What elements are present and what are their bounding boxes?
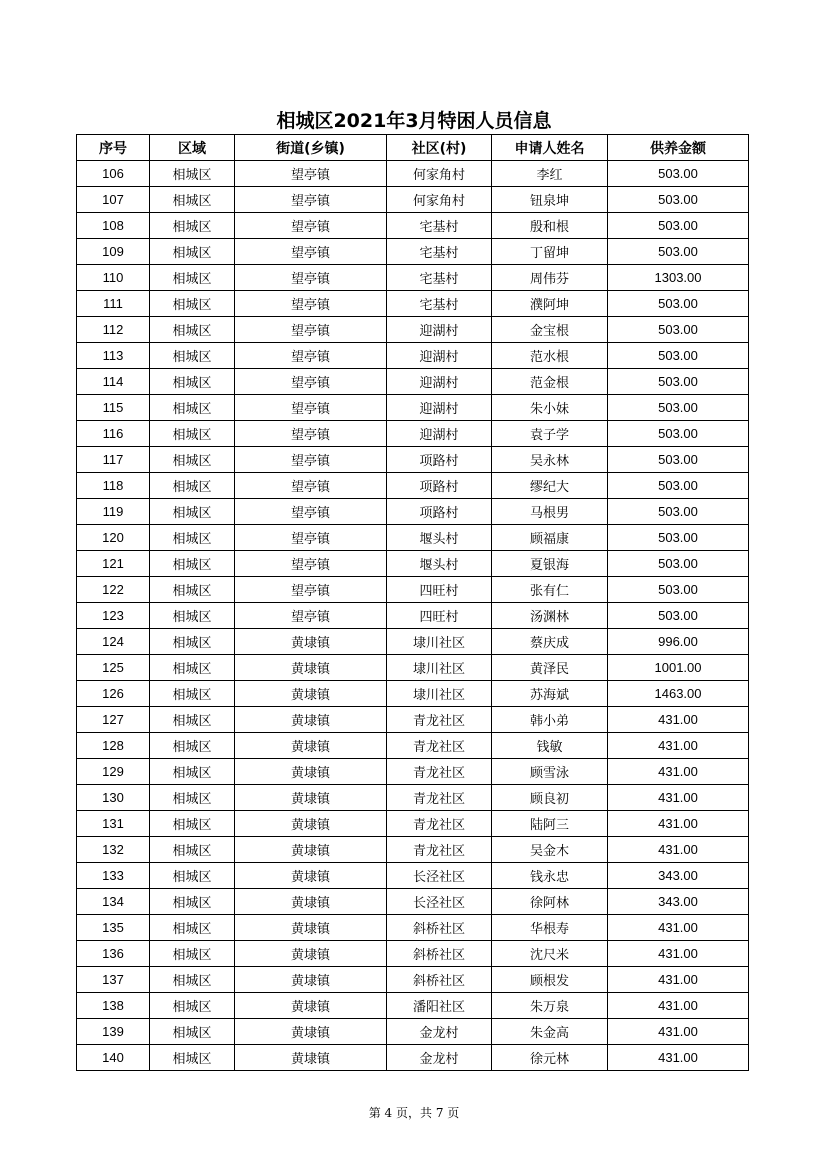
cell-serial: 122 [77, 577, 150, 603]
cell-applicant: 顾雪泳 [492, 759, 608, 785]
cell-region: 相城区 [150, 395, 235, 421]
cell-community: 迎湖村 [387, 343, 492, 369]
cell-region: 相城区 [150, 603, 235, 629]
cell-region: 相城区 [150, 1045, 235, 1071]
cell-region: 相城区 [150, 499, 235, 525]
cell-amount: 431.00 [608, 915, 749, 941]
cell-street: 黄埭镇 [235, 811, 387, 837]
cell-applicant: 金宝根 [492, 317, 608, 343]
cell-applicant: 顾福康 [492, 525, 608, 551]
cell-applicant: 朱小妹 [492, 395, 608, 421]
cell-community: 埭川社区 [387, 655, 492, 681]
cell-serial: 112 [77, 317, 150, 343]
cell-region: 相城区 [150, 473, 235, 499]
cell-street: 黄埭镇 [235, 889, 387, 915]
table-row [77, 863, 749, 889]
cell-amount: 1001.00 [608, 655, 749, 681]
table-body [77, 161, 749, 1071]
cell-amount: 343.00 [608, 863, 749, 889]
cell-serial: 120 [77, 525, 150, 551]
cell-region: 相城区 [150, 161, 235, 187]
table-row [77, 785, 749, 811]
cell-region: 相城区 [150, 837, 235, 863]
cell-region: 相城区 [150, 967, 235, 993]
cell-community: 青龙社区 [387, 733, 492, 759]
cell-street: 黄埭镇 [235, 629, 387, 655]
cell-region: 相城区 [150, 1019, 235, 1045]
cell-region: 相城区 [150, 577, 235, 603]
cell-amount: 431.00 [608, 967, 749, 993]
table-row [77, 655, 749, 681]
table-row [77, 681, 749, 707]
cell-amount: 431.00 [608, 993, 749, 1019]
cell-region: 相城区 [150, 447, 235, 473]
table-row [77, 577, 749, 603]
cell-serial: 134 [77, 889, 150, 915]
cell-region: 相城区 [150, 863, 235, 889]
cell-amount: 431.00 [608, 759, 749, 785]
cell-amount: 431.00 [608, 837, 749, 863]
cell-amount: 503.00 [608, 213, 749, 239]
cell-applicant: 朱金高 [492, 1019, 608, 1045]
cell-amount: 503.00 [608, 343, 749, 369]
cell-street: 望亭镇 [235, 343, 387, 369]
cell-street: 望亭镇 [235, 525, 387, 551]
cell-community: 堰头村 [387, 551, 492, 577]
cell-amount: 503.00 [608, 499, 749, 525]
cell-community: 潘阳社区 [387, 993, 492, 1019]
table-row [77, 187, 749, 213]
table-row [77, 239, 749, 265]
cell-region: 相城区 [150, 785, 235, 811]
table-row [77, 915, 749, 941]
cell-applicant: 蔡庆成 [492, 629, 608, 655]
cell-community: 宅基村 [387, 291, 492, 317]
cell-region: 相城区 [150, 551, 235, 577]
cell-applicant: 范金根 [492, 369, 608, 395]
cell-amount: 503.00 [608, 369, 749, 395]
cell-street: 黄埭镇 [235, 707, 387, 733]
cell-serial: 140 [77, 1045, 150, 1071]
cell-community: 埭川社区 [387, 681, 492, 707]
cell-amount: 503.00 [608, 603, 749, 629]
cell-street: 黄埭镇 [235, 655, 387, 681]
cell-amount: 1463.00 [608, 681, 749, 707]
cell-community: 宅基村 [387, 213, 492, 239]
cell-applicant: 濮阿坤 [492, 291, 608, 317]
cell-serial: 113 [77, 343, 150, 369]
table-row [77, 473, 749, 499]
cell-street: 望亭镇 [235, 317, 387, 343]
cell-community: 斜桥社区 [387, 967, 492, 993]
cell-serial: 117 [77, 447, 150, 473]
cell-street: 望亭镇 [235, 239, 387, 265]
cell-serial: 116 [77, 421, 150, 447]
cell-community: 迎湖村 [387, 395, 492, 421]
cell-region: 相城区 [150, 993, 235, 1019]
cell-community: 宅基村 [387, 239, 492, 265]
cell-applicant: 吴永林 [492, 447, 608, 473]
table-row [77, 1045, 749, 1071]
cell-street: 黄埭镇 [235, 941, 387, 967]
table-row [77, 317, 749, 343]
cell-applicant: 朱万泉 [492, 993, 608, 1019]
cell-community: 青龙社区 [387, 811, 492, 837]
cell-region: 相城区 [150, 707, 235, 733]
table-row [77, 421, 749, 447]
cell-region: 相城区 [150, 187, 235, 213]
cell-applicant: 韩小弟 [492, 707, 608, 733]
cell-community: 青龙社区 [387, 837, 492, 863]
cell-applicant: 沈尺米 [492, 941, 608, 967]
cell-region: 相城区 [150, 811, 235, 837]
page-title: 相城区2021年3月特困人员信息 [276, 110, 552, 132]
cell-applicant: 顾良初 [492, 785, 608, 811]
cell-community: 四旺村 [387, 603, 492, 629]
cell-applicant: 吴金木 [492, 837, 608, 863]
cell-street: 望亭镇 [235, 603, 387, 629]
table-row [77, 551, 749, 577]
cell-street: 望亭镇 [235, 161, 387, 187]
cell-amount: 503.00 [608, 161, 749, 187]
cell-region: 相城区 [150, 265, 235, 291]
cell-amount: 996.00 [608, 629, 749, 655]
cell-applicant: 钮泉坤 [492, 187, 608, 213]
table-row [77, 603, 749, 629]
cell-street: 望亭镇 [235, 577, 387, 603]
cell-amount: 431.00 [608, 733, 749, 759]
header-row [77, 135, 749, 161]
cell-serial: 131 [77, 811, 150, 837]
cell-applicant: 范水根 [492, 343, 608, 369]
cell-serial: 130 [77, 785, 150, 811]
cell-serial: 110 [77, 265, 150, 291]
cell-serial: 108 [77, 213, 150, 239]
cell-applicant: 李红 [492, 161, 608, 187]
cell-amount: 503.00 [608, 317, 749, 343]
cell-street: 望亭镇 [235, 291, 387, 317]
cell-street: 黄埭镇 [235, 1019, 387, 1045]
table-row [77, 707, 749, 733]
cell-community: 四旺村 [387, 577, 492, 603]
cell-amount: 503.00 [608, 395, 749, 421]
cell-amount: 431.00 [608, 785, 749, 811]
cell-serial: 136 [77, 941, 150, 967]
table-row [77, 837, 749, 863]
cell-serial: 114 [77, 369, 150, 395]
table-row [77, 759, 749, 785]
cell-serial: 129 [77, 759, 150, 785]
cell-applicant: 顾根发 [492, 967, 608, 993]
table-row [77, 525, 749, 551]
cell-region: 相城区 [150, 915, 235, 941]
cell-amount: 431.00 [608, 1045, 749, 1071]
cell-amount: 503.00 [608, 551, 749, 577]
cell-community: 长泾社区 [387, 863, 492, 889]
cell-applicant: 苏海斌 [492, 681, 608, 707]
cell-street: 黄埭镇 [235, 863, 387, 889]
cell-amount: 503.00 [608, 239, 749, 265]
cell-applicant: 徐元林 [492, 1045, 608, 1071]
cell-amount: 503.00 [608, 525, 749, 551]
cell-street: 黄埭镇 [235, 785, 387, 811]
cell-region: 相城区 [150, 889, 235, 915]
cell-amount: 503.00 [608, 421, 749, 447]
cell-community: 堰头村 [387, 525, 492, 551]
header-applicant: 申请人姓名 [492, 135, 608, 161]
cell-serial: 118 [77, 473, 150, 499]
cell-street: 黄埭镇 [235, 759, 387, 785]
cell-street: 望亭镇 [235, 473, 387, 499]
table-row [77, 447, 749, 473]
cell-amount: 503.00 [608, 187, 749, 213]
cell-amount: 431.00 [608, 941, 749, 967]
cell-applicant: 张有仁 [492, 577, 608, 603]
cell-community: 项路村 [387, 447, 492, 473]
cell-community: 埭川社区 [387, 629, 492, 655]
table-row [77, 161, 749, 187]
cell-community: 项路村 [387, 473, 492, 499]
table-row [77, 343, 749, 369]
cell-community: 宅基村 [387, 265, 492, 291]
header-serial: 序号 [77, 135, 150, 161]
cell-amount: 1303.00 [608, 265, 749, 291]
cell-street: 黄埭镇 [235, 993, 387, 1019]
cell-region: 相城区 [150, 343, 235, 369]
cell-region: 相城区 [150, 525, 235, 551]
header-community: 社区(村) [387, 135, 492, 161]
table-row [77, 213, 749, 239]
cell-serial: 123 [77, 603, 150, 629]
cell-serial: 128 [77, 733, 150, 759]
cell-amount: 503.00 [608, 577, 749, 603]
table-row [77, 395, 749, 421]
cell-region: 相城区 [150, 291, 235, 317]
cell-street: 望亭镇 [235, 421, 387, 447]
cell-community: 青龙社区 [387, 785, 492, 811]
table-row [77, 733, 749, 759]
cell-region: 相城区 [150, 655, 235, 681]
cell-applicant: 汤渊林 [492, 603, 608, 629]
cell-applicant: 黄泽民 [492, 655, 608, 681]
cell-street: 黄埭镇 [235, 967, 387, 993]
cell-applicant: 华根寿 [492, 915, 608, 941]
cell-serial: 127 [77, 707, 150, 733]
cell-serial: 111 [77, 291, 150, 317]
cell-applicant: 钱敏 [492, 733, 608, 759]
table-row [77, 265, 749, 291]
cell-applicant: 丁留坤 [492, 239, 608, 265]
cell-community: 长泾社区 [387, 889, 492, 915]
table-row [77, 993, 749, 1019]
cell-street: 望亭镇 [235, 213, 387, 239]
cell-serial: 115 [77, 395, 150, 421]
cell-community: 迎湖村 [387, 369, 492, 395]
table-row [77, 941, 749, 967]
cell-serial: 133 [77, 863, 150, 889]
table-row [77, 811, 749, 837]
cell-applicant: 袁子学 [492, 421, 608, 447]
cell-applicant: 夏银海 [492, 551, 608, 577]
cell-community: 青龙社区 [387, 759, 492, 785]
cell-street: 望亭镇 [235, 499, 387, 525]
data-table [76, 134, 749, 1071]
cell-amount: 431.00 [608, 707, 749, 733]
cell-serial: 124 [77, 629, 150, 655]
table-row [77, 291, 749, 317]
cell-applicant: 徐阿林 [492, 889, 608, 915]
cell-community: 迎湖村 [387, 317, 492, 343]
cell-street: 望亭镇 [235, 369, 387, 395]
table-row [77, 499, 749, 525]
cell-community: 斜桥社区 [387, 915, 492, 941]
cell-community: 金龙村 [387, 1019, 492, 1045]
cell-serial: 121 [77, 551, 150, 577]
header-region: 区域 [150, 135, 235, 161]
cell-region: 相城区 [150, 759, 235, 785]
cell-applicant: 马根男 [492, 499, 608, 525]
cell-amount: 503.00 [608, 473, 749, 499]
cell-amount: 503.00 [608, 291, 749, 317]
table-row [77, 967, 749, 993]
cell-community: 何家角村 [387, 161, 492, 187]
cell-applicant: 缪纪大 [492, 473, 608, 499]
cell-region: 相城区 [150, 317, 235, 343]
cell-street: 望亭镇 [235, 447, 387, 473]
cell-community: 斜桥社区 [387, 941, 492, 967]
cell-applicant: 殷和根 [492, 213, 608, 239]
cell-serial: 107 [77, 187, 150, 213]
cell-street: 望亭镇 [235, 265, 387, 291]
cell-region: 相城区 [150, 213, 235, 239]
table-row [77, 1019, 749, 1045]
cell-street: 望亭镇 [235, 395, 387, 421]
cell-amount: 431.00 [608, 811, 749, 837]
table-row [77, 629, 749, 655]
page-footer: 第 4 页，共 7 页 [368, 1106, 460, 1120]
cell-street: 黄埭镇 [235, 1045, 387, 1071]
cell-serial: 119 [77, 499, 150, 525]
cell-community: 青龙社区 [387, 707, 492, 733]
cell-amount: 503.00 [608, 447, 749, 473]
cell-street: 望亭镇 [235, 187, 387, 213]
cell-community: 金龙村 [387, 1045, 492, 1071]
cell-serial: 109 [77, 239, 150, 265]
cell-applicant: 钱永忠 [492, 863, 608, 889]
cell-street: 望亭镇 [235, 551, 387, 577]
cell-street: 黄埭镇 [235, 915, 387, 941]
cell-amount: 343.00 [608, 889, 749, 915]
cell-street: 黄埭镇 [235, 733, 387, 759]
cell-serial: 138 [77, 993, 150, 1019]
cell-region: 相城区 [150, 629, 235, 655]
table-row [77, 369, 749, 395]
cell-region: 相城区 [150, 681, 235, 707]
cell-region: 相城区 [150, 421, 235, 447]
cell-serial: 132 [77, 837, 150, 863]
cell-serial: 135 [77, 915, 150, 941]
cell-region: 相城区 [150, 239, 235, 265]
cell-amount: 431.00 [608, 1019, 749, 1045]
cell-region: 相城区 [150, 369, 235, 395]
header-amount: 供养金额 [608, 135, 749, 161]
cell-region: 相城区 [150, 941, 235, 967]
cell-street: 黄埭镇 [235, 681, 387, 707]
cell-street: 黄埭镇 [235, 837, 387, 863]
cell-serial: 137 [77, 967, 150, 993]
table-row [77, 889, 749, 915]
cell-serial: 126 [77, 681, 150, 707]
cell-serial: 106 [77, 161, 150, 187]
cell-applicant: 陆阿三 [492, 811, 608, 837]
cell-community: 迎湖村 [387, 421, 492, 447]
cell-region: 相城区 [150, 733, 235, 759]
cell-applicant: 周伟芬 [492, 265, 608, 291]
header-street: 街道(乡镇) [235, 135, 387, 161]
cell-serial: 139 [77, 1019, 150, 1045]
cell-community: 项路村 [387, 499, 492, 525]
cell-community: 何家角村 [387, 187, 492, 213]
cell-serial: 125 [77, 655, 150, 681]
